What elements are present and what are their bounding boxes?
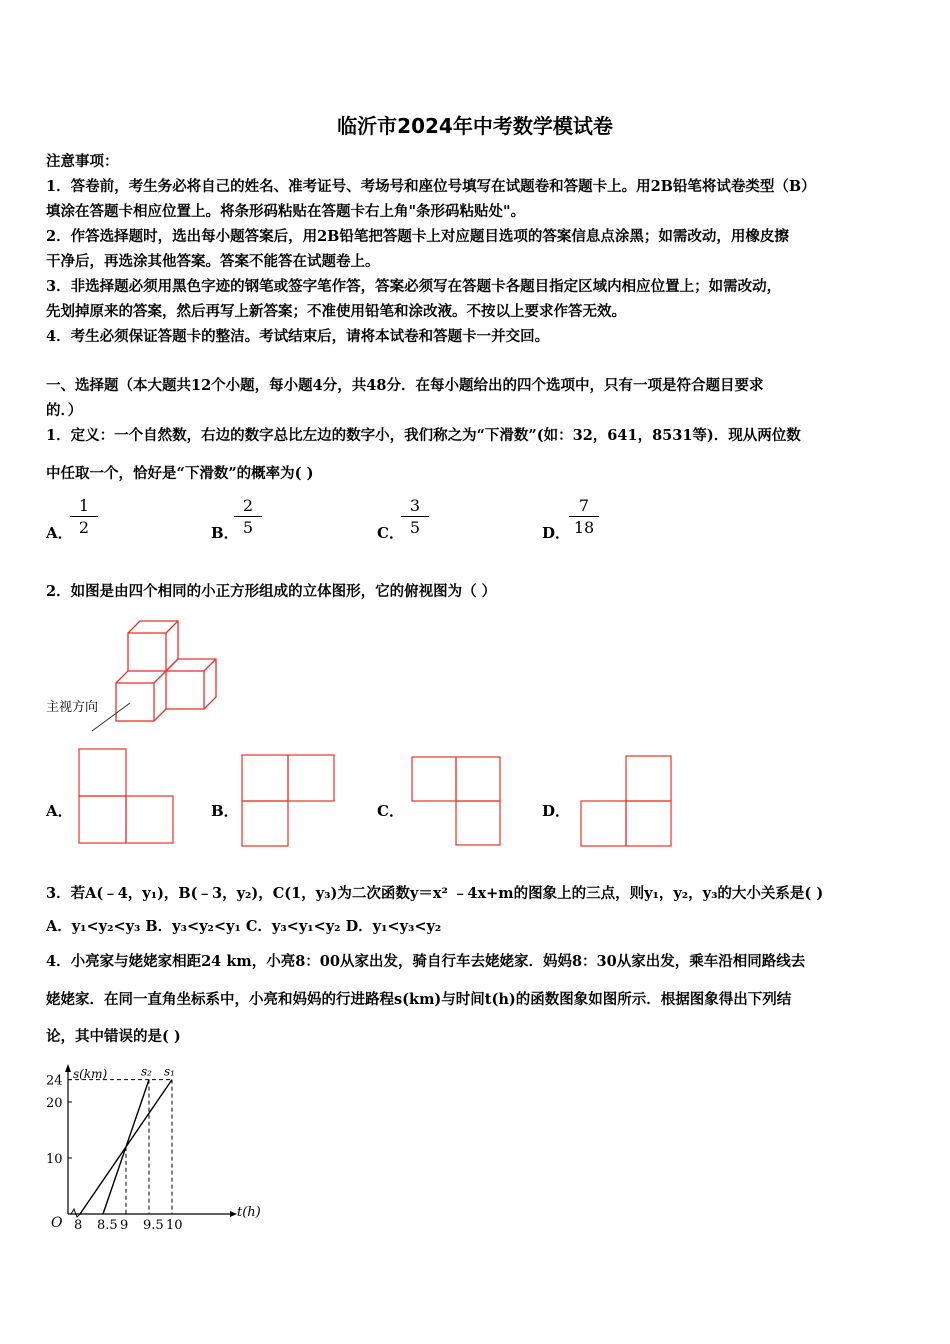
q2-option-a-label: A． [46, 802, 73, 820]
q1-option-a-label: A． [46, 524, 73, 542]
section-heading-cont: 的．） [46, 402, 83, 419]
y-axis-arrow [65, 1064, 71, 1072]
section-heading: 一、选择题（本大题共12个小题，每小题4分，共48分．在每小题给出的四个选项中，只有一项是符合题目要求 [46, 377, 764, 394]
q2-option-c-label: C． [377, 802, 404, 820]
x-tick-label: 9.5 [143, 1218, 164, 1233]
q1-option-c-label: C． [377, 524, 404, 542]
q1-option-b-fraction: $\frac{2}{5}$ [234, 496, 262, 537]
notice-line: 先划掉原来的答案，然后再写上新答案；不准使用铅笔和涂改液。不按以上要求作答无效。 [46, 303, 626, 320]
q2-option-b-label: B． [211, 802, 239, 820]
y-axis-label: s(km) [73, 1067, 108, 1081]
notice-line: 4．考生必须保证答题卡的整洁。考试结束后，请将本试卷和答题卡一并交回。 [46, 328, 550, 345]
q1-option-d-label: D． [542, 524, 571, 542]
notice-line: 1．答卷前，考生务必将自己的姓名、准考证号、考场号和座位号填写在试题卷和答题卡上。用2B铅笔将试卷类型（B） [46, 178, 816, 195]
series-line-2 [103, 1080, 149, 1214]
q2-text: 2．如图是由四个相同的小正方形组成的立体图形，它的俯视图为（ ） [46, 583, 497, 600]
origin-label: O [51, 1215, 63, 1231]
q4-text-cont2: 论，其中错误的是( ) [46, 1028, 181, 1045]
axis-break [71, 1209, 80, 1217]
x-axis-label: t(h) [237, 1205, 261, 1220]
q3-text: 3．若A(﹣4，y₁)，B(﹣3，y₂)，C(1，y₃)为二次函数y＝x² ﹣4x+m的图象上的三点，则y₁，y₂，y₃的大小关系是( ) [46, 885, 824, 902]
x-tick-label: 9 [120, 1218, 129, 1233]
q3-options: A．y₁<y₂<y₃ B．y₃<y₂<y₁ C．y₃<y₁<y₂ D．y₁<y₃<y₂ [46, 918, 442, 935]
q2-3d-figure [80, 615, 225, 740]
y-tick-label: 10 [46, 1152, 63, 1167]
y-tick-label: 24 [46, 1073, 63, 1089]
x-axis-arrow [230, 1211, 237, 1217]
q2-option-b-figure [241, 754, 337, 848]
q1-text: 1．定义：一个自然数，右边的数字总比左边的数字小，我们称之为“下滑数”(如：32，641，8531等)．现从两位数 [46, 427, 801, 444]
q4-distance-time-chart [40, 1058, 261, 1233]
q2-option-d-label: D． [542, 802, 571, 820]
x-tick-label: 8 [74, 1218, 83, 1233]
q2-option-c-figure [411, 756, 503, 848]
series-label-1: s₁ [164, 1064, 175, 1079]
q1-option-c-fraction: $\frac{3}{5}$ [401, 496, 429, 537]
view-direction-label: 主视方向 [46, 700, 99, 715]
q4-text-cont: 姥姥家．在同一直角坐标系中，小亮和妈妈的行进路程s(km)与时间t(h)的函数图象如图所示．根据图象得出下列结 [46, 991, 792, 1008]
notice-heading: 注意事项： [46, 153, 119, 170]
y-tick-label: 20 [46, 1096, 63, 1111]
q1-option-d-fraction: $\frac{7}{18}$ [569, 496, 599, 537]
q2-option-a-figure [78, 748, 176, 846]
series-label-2: s₂ [141, 1064, 152, 1079]
q1-option-b-label: B． [211, 524, 239, 542]
notice-line: 填涂在答题卡相应位置上。将条形码粘贴在答题卡右上角"条形码粘贴处"。 [46, 203, 526, 220]
x-tick-label: 10 [166, 1218, 183, 1233]
notice-line: 3．非选择题必须用黑色字迹的钢笔或签字笔作答，答案必须写在答题卡各题目指定区域内相应位置上；如需改动， [46, 278, 782, 295]
q1-text-cont: 中任取一个，恰好是“下滑数”的概率为( ) [46, 465, 314, 482]
q4-text: 4．小亮家与姥姥家相距24 km，小亮8：00从家出发，骑自行车去姥姥家．妈妈8：30从家出发，乘车沿相同路线去 [46, 953, 806, 970]
q2-option-d-figure [580, 755, 674, 849]
notice-line: 2．作答选择题时，选出每小题答案后，用2B铅笔把答题卡上对应题目选项的答案信息点涂黑；如需改动，用橡皮擦 [46, 228, 789, 245]
page-title: 临沂市2024年中考数学模试卷 [337, 114, 613, 138]
q1-option-a-fraction: $\frac{1}{2}$ [70, 496, 98, 537]
x-tick-label: 8.5 [97, 1218, 118, 1233]
notice-line: 干净后，再选涂其他答案。答案不能答在试题卷上。 [46, 253, 380, 270]
